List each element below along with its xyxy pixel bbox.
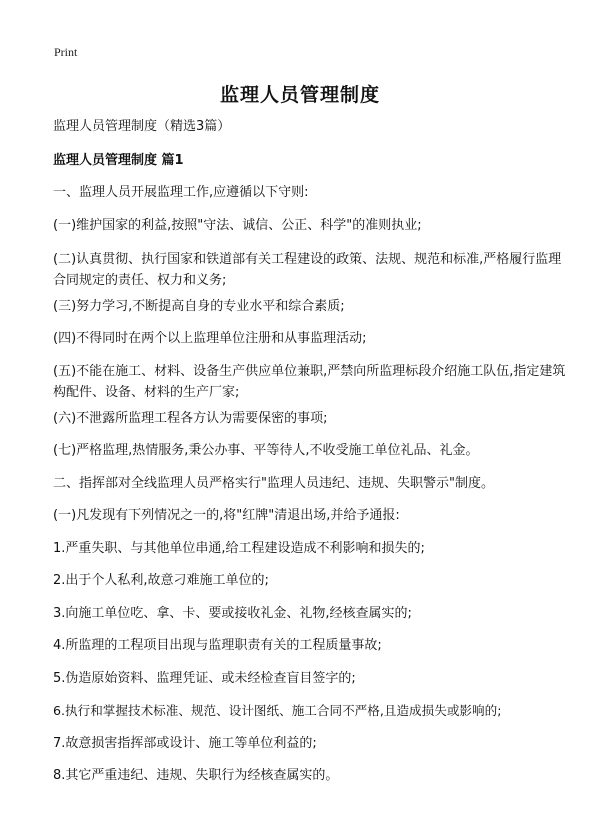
paragraph: 5.伪造原始资料、监理凭证、或未经检查盲目签字的; [53, 671, 356, 686]
paragraph: (一)维护国家的利益,按照"守法、诚信、公正、科学"的准则执业; [53, 218, 422, 233]
paragraph: 一、监理人员开展监理工作,应遵循以下守则: [53, 185, 309, 200]
paragraph: (三)努力学习,不断提高自身的专业水平和综合素质; [53, 299, 345, 314]
paragraph: 6.执行和掌握技术标准、规范、设计图纸、施工合同不严格,且造成损失或影响的; [53, 703, 502, 718]
document-title: 监理人员管理制度 [219, 84, 380, 106]
paragraph: (一)凡发现有下列情况之一的,将"红牌"清退出场,并给予通报: [53, 508, 400, 523]
paragraph: 1.严重失职、与其他单位串通,给工程建设造成不利影响和损失的; [53, 541, 425, 556]
paragraph: 二、指挥部对全线监理人员严格实行"监理人员违纪、违规、失职警示"制度。 [53, 476, 494, 491]
paragraph: (二)认真贯彻、执行国家和铁道部有关工程建设的政策、法规、规范和标准,严格履行监理合同规定的责任、权力和义务; [53, 252, 562, 288]
paragraph: 2.出于个人私利,故意刁难施工单位的; [53, 573, 269, 588]
paragraph: (五)不能在施工、材料、设备生产供应单位兼职,严禁向所监理标段介绍施工队伍,指定建筑构配件、设备、材料的生产厂家; [53, 364, 566, 400]
print-label: Print [54, 45, 78, 59]
section-heading: 监理人员管理制度 篇1 [53, 153, 184, 168]
paragraph: (七)严格监理,热情服务,秉公办事、平等待人,不收受施工单位礼品、礼金。 [53, 443, 479, 458]
paragraph: (六)不泄露所监理工程各方认为需要保密的事项; [53, 411, 328, 426]
paragraph: 4.所监理的工程项目出现与监理职责有关的工程质量事故; [53, 638, 382, 653]
paragraph: (四)不得同时在两个以上监理单位注册和从事监理活动; [53, 331, 367, 346]
document-subtitle: 监理人员管理制度（精选3篇） [53, 119, 231, 134]
paragraph: 7.故意损害指挥部或设计、施工等单位利益的; [53, 736, 317, 751]
paragraph: 8.其它严重违纪、违规、失职行为经核查属实的。 [53, 768, 339, 783]
paragraph: 3.向施工单位吃、拿、卡、要或接收礼金、礼物,经核查属实的; [53, 606, 412, 621]
